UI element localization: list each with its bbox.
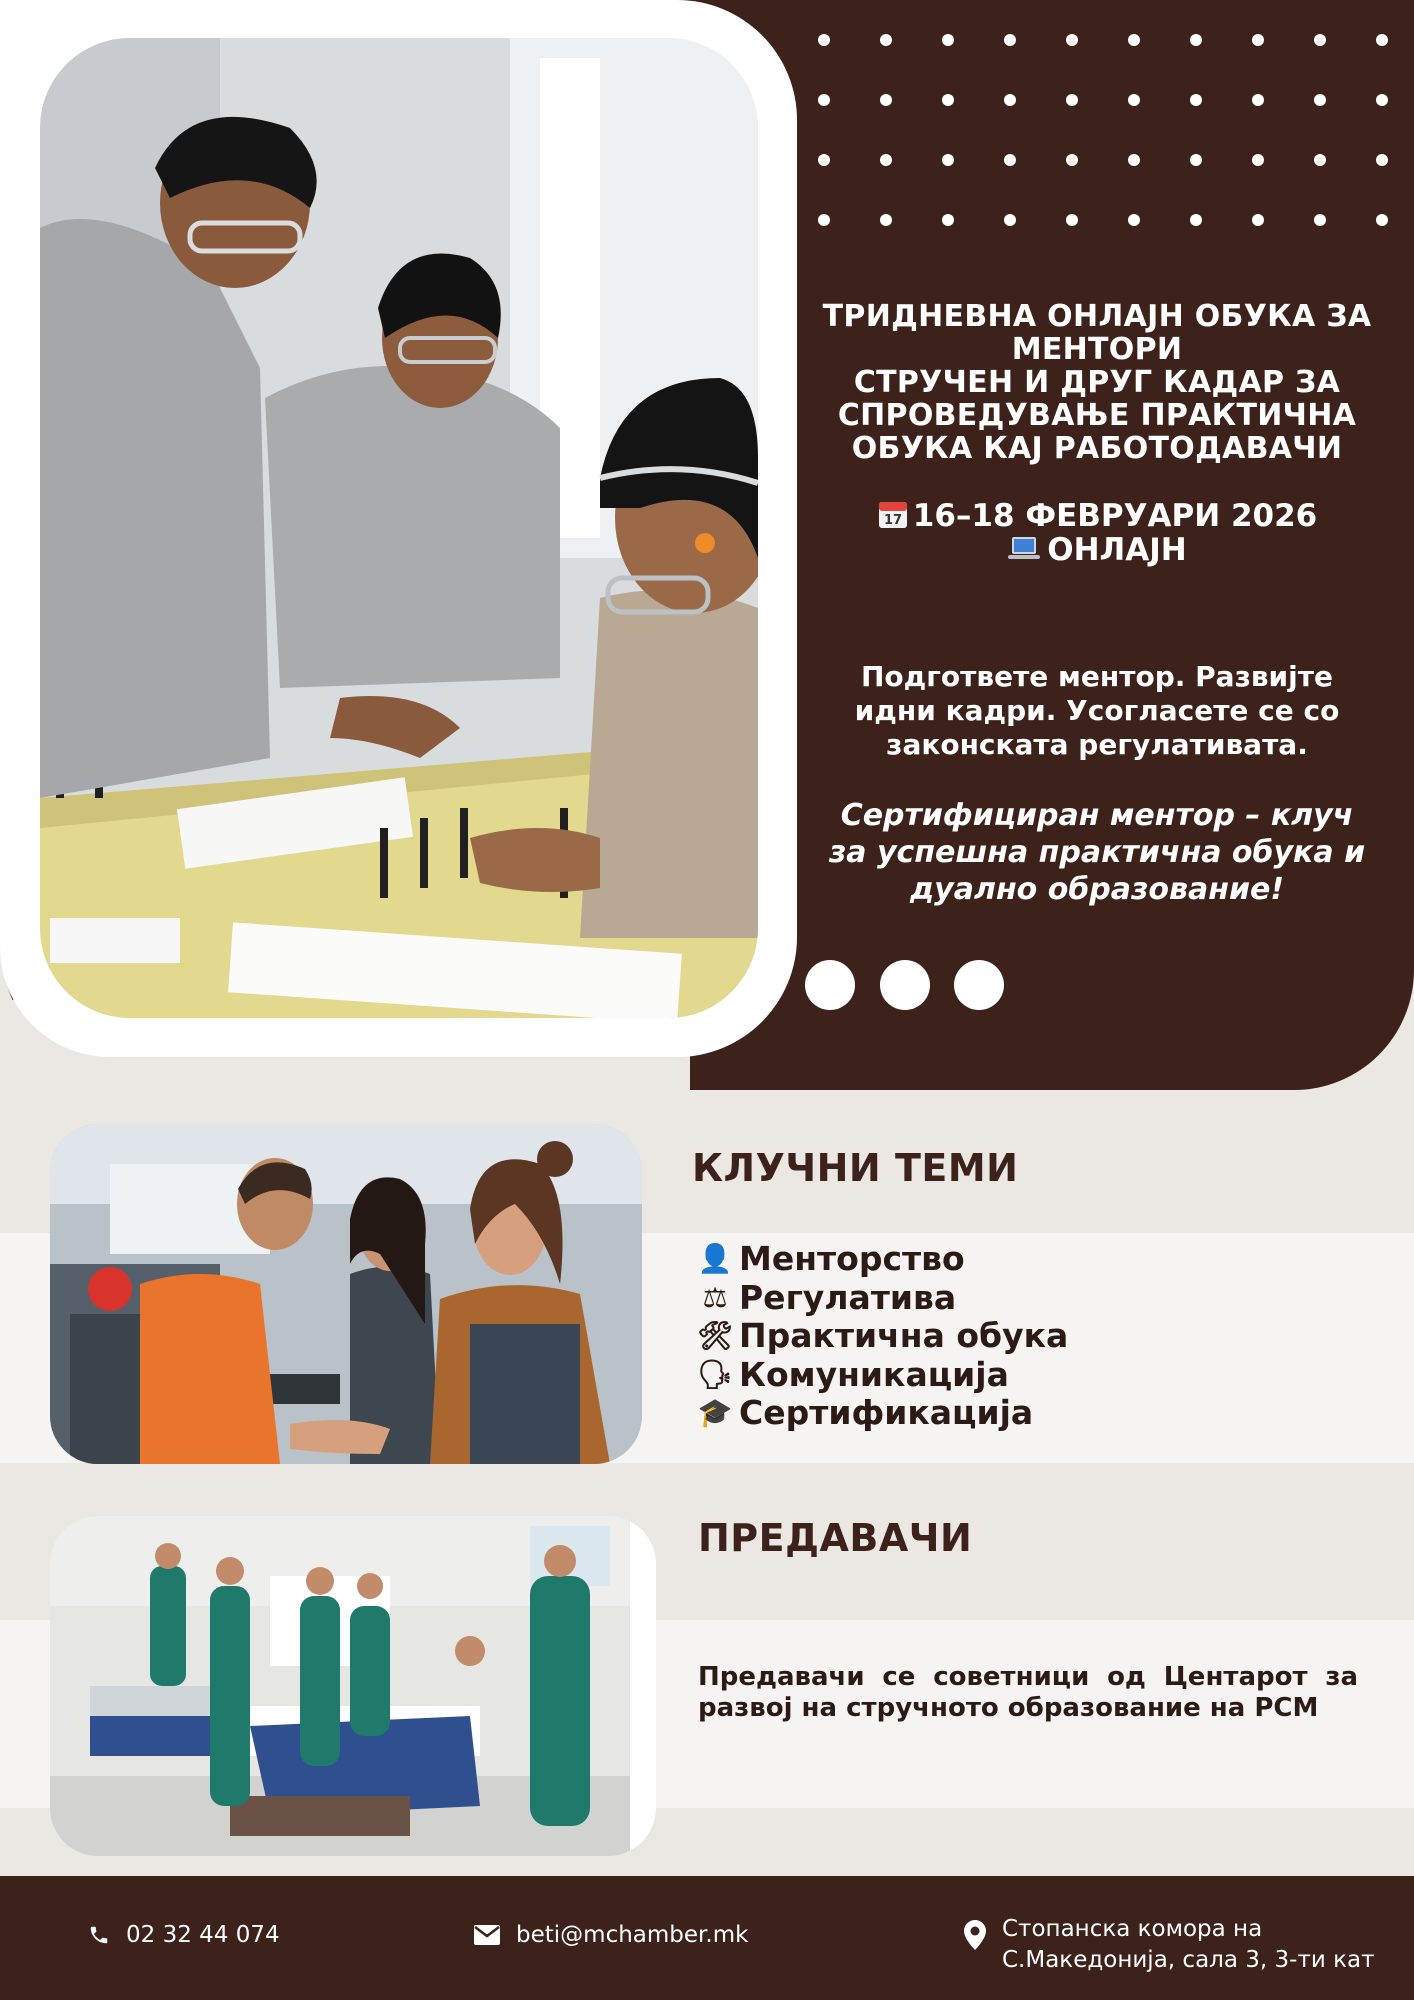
tagline-line: законската регулативата. [886, 728, 1308, 761]
event-mode: ОНЛАЈН [1047, 532, 1187, 568]
event-mode-row [812, 533, 1382, 567]
headline-line: ТРИДНЕВНА ОНЛАЈН ОБУКА ЗА [822, 299, 1372, 334]
decorative-circle [805, 960, 855, 1010]
list-item [695, 1394, 1068, 1433]
event-date-row [812, 498, 1382, 533]
list-item [695, 1317, 1068, 1356]
event-date: 16–18 ФЕВРУАРИ 2026 [912, 498, 1318, 534]
speakers-description: Предавачи се советници од Центарот за развој на стручното образование на РСМ [698, 1662, 1358, 1723]
headline-line: МЕНТОРИ [1011, 332, 1183, 367]
list-item [695, 1279, 1068, 1318]
calendar-icon [877, 498, 909, 530]
envelope-icon [474, 1925, 500, 1945]
footer [0, 1876, 1414, 2000]
topic-label: Комуникација [739, 1354, 1009, 1394]
topics-photo-factory [50, 1124, 642, 1464]
address-line: Стопанска комора на [1002, 1916, 1263, 1942]
headline-line: СПРОВЕДУВАЊЕ ПРАКТИЧНА [837, 398, 1357, 433]
topic-label: Регулатива [739, 1277, 957, 1317]
topic-label: Менторство [739, 1239, 965, 1278]
topic-label: Сертификација [739, 1393, 1034, 1432]
location-pin-icon [964, 1920, 986, 1950]
tools-icon: 🛠 [697, 1319, 733, 1352]
headline-line: СТРУЧЕН И ДРУГ КАДАР ЗА [853, 365, 1341, 400]
footer-email[interactable] [474, 1922, 748, 1948]
footer-phone[interactable] [88, 1922, 280, 1948]
speakers-title: ПРЕДАВАЧИ [698, 1516, 973, 1560]
list-item [695, 1356, 1068, 1395]
address-line: С.Македонија, сала 3, 3-ти кат [1002, 1947, 1375, 1973]
svg-text:17: 17 [883, 513, 902, 528]
decorative-circle [954, 960, 1004, 1010]
decorative-circle [880, 960, 930, 1010]
tagline-line: Подгответе ментор. Развијте [860, 660, 1333, 693]
speakers-photo-nursing [50, 1516, 656, 1856]
person-icon: 👤 [697, 1242, 733, 1275]
event-headline [812, 300, 1382, 465]
hero-photo-workshop [40, 38, 758, 1018]
topics-list [695, 1240, 1068, 1433]
laptop-icon [1007, 533, 1041, 563]
list-item [695, 1240, 1068, 1279]
scales-icon: ⚖ [702, 1280, 728, 1314]
slogan-line: Сертифициран ментор – клуч [840, 798, 1354, 833]
decorative-dot-grid [818, 34, 1392, 234]
tagline-line: идни кадри. Усогласете се со [854, 694, 1340, 727]
headline-line: ОБУКА КАЈ РАБОТОДАВАЧИ [851, 431, 1343, 466]
slogan-line: за успешна практична обука и [828, 835, 1366, 870]
event-slogan [812, 797, 1382, 908]
slogan-line: дуално образование! [909, 872, 1285, 907]
event-date-and-mode [812, 498, 1382, 567]
footer-address [964, 1914, 1375, 1976]
phone-number: 02 32 44 074 [126, 1922, 280, 1948]
graduation-cap-icon: 🎓 [697, 1396, 733, 1429]
topics-title: КЛУЧНИ ТЕМИ [692, 1146, 1019, 1190]
event-tagline [812, 660, 1382, 762]
phone-icon [88, 1924, 110, 1946]
hero-photo-frame [0, 0, 797, 1057]
topic-label: Практична обука [739, 1316, 1069, 1355]
speaking-head-icon: 🗣 [697, 1357, 733, 1391]
email-address: beti@mchamber.mk [516, 1922, 749, 1948]
